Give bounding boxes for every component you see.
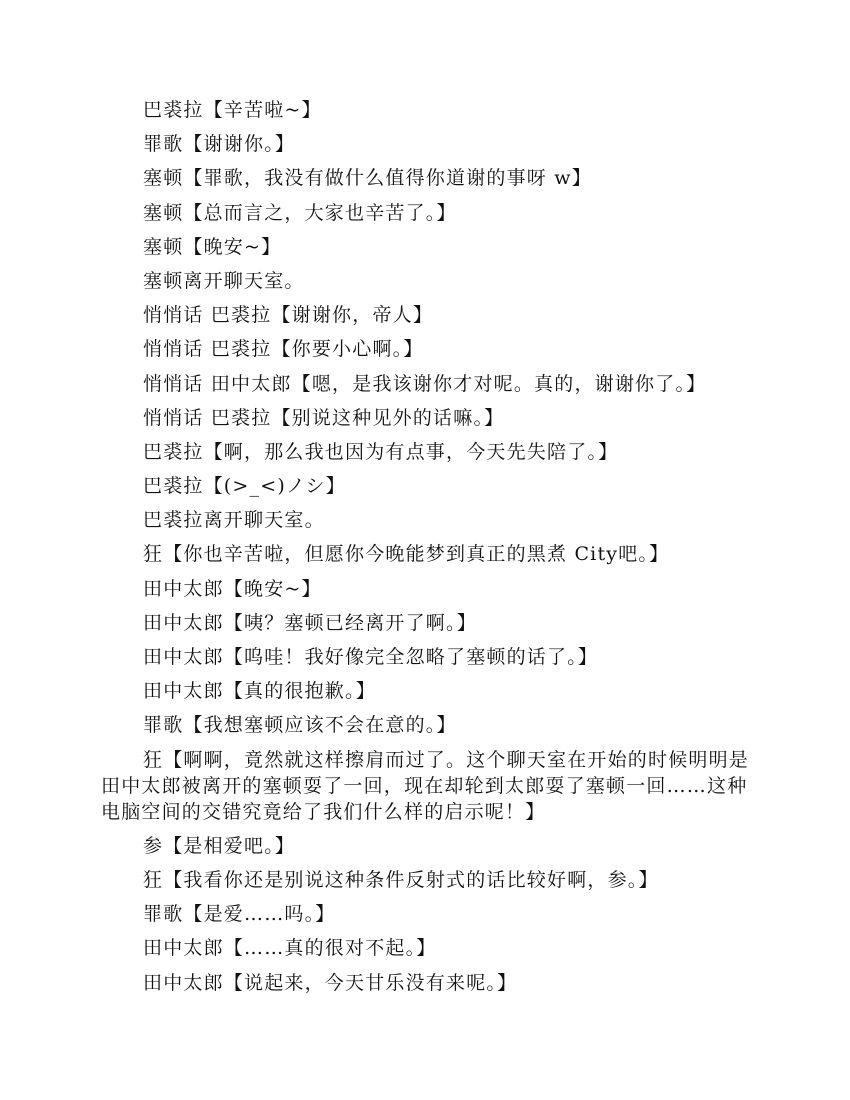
chat-line: 悄悄话 田中太郎【嗯，是我该谢你才对呢。真的，谢谢你了。】 [143, 372, 707, 395]
chat-line: 塞顿【总而言之，大家也辛苦了。】 [143, 201, 457, 224]
chat-line: 巴裘拉【(>_<)ノシ】 [143, 475, 346, 498]
chat-line: 狂【你也辛苦啦，但愿你今晚能梦到真正的黑煮 City吧。】 [143, 543, 670, 566]
chat-line: 罪歌【谢谢你。】 [143, 133, 296, 156]
chat-line: 巴裘拉【啊，那么我也因为有点事，今天先失陪了。】 [143, 440, 619, 463]
chat-line: 参【是相爱吧。】 [143, 834, 296, 857]
chat-line: 田中太郎【晚安~】 [143, 577, 322, 600]
chat-line: 田中太郎【说起来，今天甘乐没有来呢。】 [143, 971, 518, 994]
chat-line: 悄悄话 巴裘拉【你要小心啊。】 [143, 338, 424, 361]
chat-line: 狂【我看你还是别说这种条件反射式的话比较好啊，参。】 [143, 868, 659, 891]
document-page [101, 97, 751, 1004]
chat-line: 塞顿离开聊天室。 [143, 269, 305, 292]
chat-line: 塞顿【罪歌，我没有做什么值得你道谢的事呀 w】 [143, 167, 592, 190]
chat-line: 田中太郎【咦？塞顿已经离开了啊。】 [143, 611, 477, 634]
chat-line: 悄悄话 巴裘拉【别说这种见外的话嘛。】 [143, 406, 505, 429]
chat-paragraph: 狂【啊啊，竟然就这样擦肩而过了。这个聊天室在开始的时候明明是田中太郎被离开的塞顿耍了一回，现在却轮到太郎耍了塞顿一回……这种电脑空间的交错究竟给了我们什么样的启示呢！】 [101, 748, 750, 823]
chat-line: 悄悄话 巴裘拉【谢谢你，帝人】 [143, 304, 434, 327]
chat-line: 田中太郎【真的很抱歉。】 [143, 680, 376, 703]
chat-line: 田中太郎【呜哇！我好像完全忽略了塞顿的话了。】 [143, 646, 599, 668]
chat-line: 田中太郎【……真的很对不起。】 [143, 937, 437, 960]
chat-line: 罪歌【是爱……吗。】 [143, 903, 336, 926]
chat-line: 巴裘拉【辛苦啦~】 [143, 99, 322, 121]
chat-line: 巴裘拉离开聊天室。 [143, 509, 325, 532]
chat-line: 罪歌【我想塞顿应该不会在意的。】 [143, 714, 457, 737]
chat-line: 塞顿【晚安~】 [143, 235, 282, 258]
